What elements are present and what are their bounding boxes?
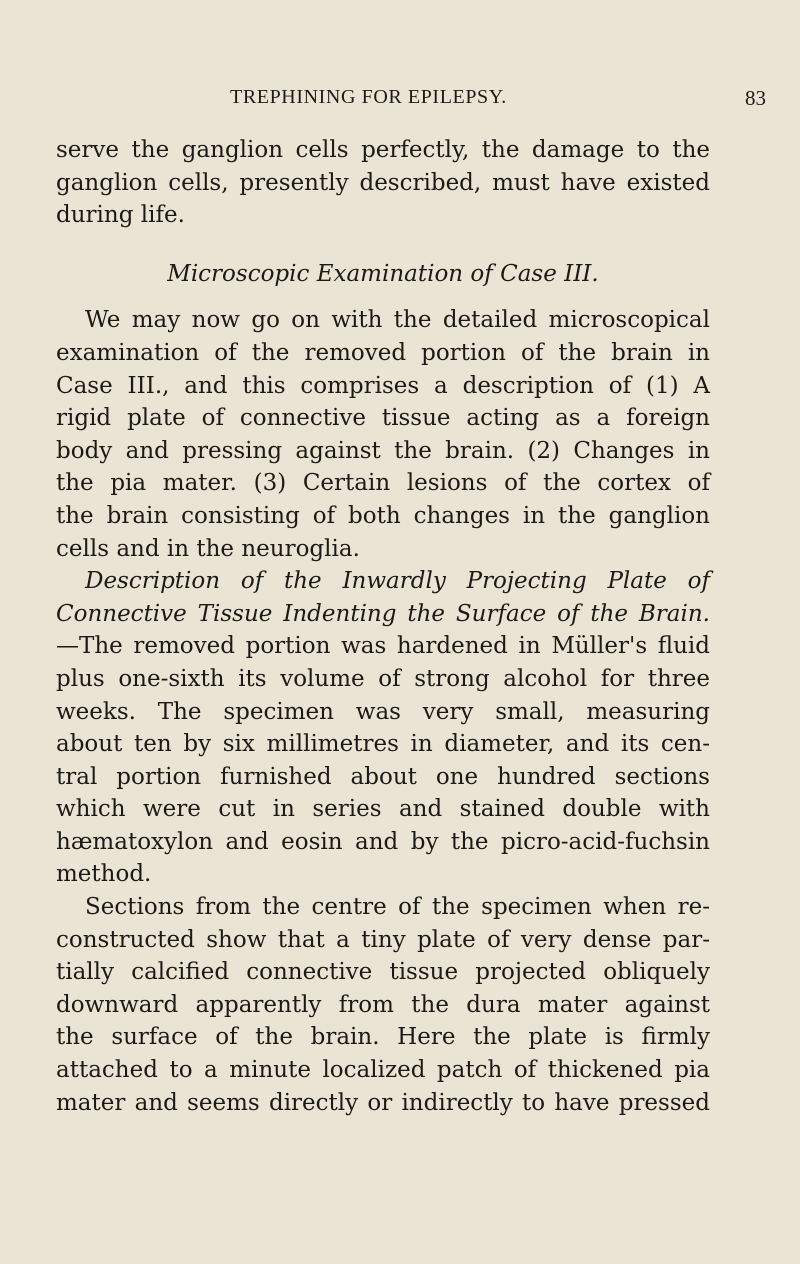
text-line: the brain consisting of both changes in the ganglion xyxy=(56,502,710,529)
text-line: about ten by six millimetres in diameter, and its cen- xyxy=(56,731,710,758)
subheading-line: Description of the Inwardly Projecting Plate of xyxy=(85,568,710,595)
text-line: tral portion furnished about one hundred sections xyxy=(56,763,710,790)
running-head: TREPHINING FOR EPILEPSY. xyxy=(230,86,507,108)
text-line: hæmatoxylon and eosin and by the picro-acid-fuchsin xyxy=(56,828,710,855)
text-line: plus one-sixth its volume of strong alcohol for three xyxy=(56,665,710,692)
text-line: the pia mater. (3) Certain lesions of the cortex of xyxy=(56,470,710,497)
text-line: body and pressing against the brain. (2) Changes in xyxy=(56,437,710,464)
body-text xyxy=(56,134,710,1119)
text-line: during life. xyxy=(56,202,185,229)
text-line: examination of the removed portion of the brain in xyxy=(56,339,710,366)
text-line: rigid plate of connective tissue acting as a foreign xyxy=(56,405,710,432)
text-line: mater and seems directly or indirectly to have pressed xyxy=(56,1089,710,1116)
text-line: constructed show that a tiny plate of very dense par- xyxy=(56,926,710,953)
text-line: We may now go on with the detailed microscopical xyxy=(85,307,710,334)
section-heading: Microscopic Examination of Case III. xyxy=(167,260,599,287)
text-line: method. xyxy=(56,861,152,888)
text-line: the surface of the brain. Here the plate is firmly xyxy=(56,1024,710,1051)
page-header xyxy=(56,86,770,116)
text-line: which were cut in series and stained double with xyxy=(56,796,710,823)
text-line: Sections from the centre of the specimen when re- xyxy=(85,894,710,921)
text-line: —The removed portion was hardened in Müller's fluid xyxy=(56,633,710,660)
text-line: attached to a minute localized patch of thickened pia xyxy=(56,1057,710,1084)
text-line: weeks. The specimen was very small, measuring xyxy=(56,698,710,725)
subheading-line: Connective Tissue Indenting the Surface of the Brain. xyxy=(56,600,710,627)
text-line: cells and in the neuroglia. xyxy=(56,535,360,562)
text-line: serve the ganglion cells perfectly, the damage to the xyxy=(56,137,710,163)
text-line: tially calcified connective tissue projected obliquely xyxy=(56,959,710,986)
text-line: Case III., and this comprises a description of (1) A xyxy=(56,372,710,399)
text-line: downward apparently from the dura mater against xyxy=(56,991,710,1018)
page-number: 83 xyxy=(745,86,766,110)
text-line: ganglion cells, presently described, must have existed xyxy=(56,169,710,196)
